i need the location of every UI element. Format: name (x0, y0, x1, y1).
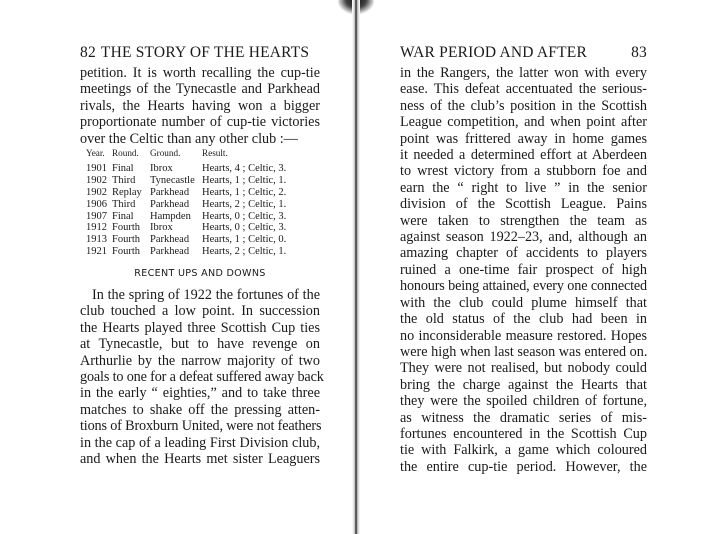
text-line: bring the charge against the Hearts that (400, 376, 647, 393)
right-page (400, 0, 647, 534)
text-line: amazing chapter of accidents to players (400, 245, 647, 262)
text-line: it needed a determined effort at Aberdeen (400, 147, 647, 164)
cell-year: 1902 (86, 174, 107, 186)
left-intro-paragraph (80, 65, 320, 147)
left-body-paragraph (80, 287, 324, 468)
text-line: division of the Scottish League. Pains (400, 196, 647, 213)
text-line: Arthurlie by the narrow majority of two (80, 352, 320, 369)
text-line: against season 1922–23, and, although an (400, 229, 647, 246)
cell-result: Hearts, 1 ; Celtic, 0. (202, 234, 287, 246)
text-line: the Hearts played three Scottish Cup ties (80, 319, 320, 336)
text-line: and when the Hearts met sister Leaguers (80, 451, 320, 468)
cell-year: 1907 (86, 210, 107, 222)
cell-result: Hearts, 0 ; Celtic, 3. (202, 210, 287, 222)
left-page (80, 0, 324, 534)
cell-round: Replay (112, 186, 142, 198)
text-line: ease. This defeat accentuated the serious- (400, 81, 647, 98)
text-line: tie with Falkirk, a game which coloured (400, 442, 647, 459)
text-line: earn the “ right to live ” in the senior (400, 179, 647, 196)
cell-result: Hearts, 1 ; Celtic, 2. (202, 186, 287, 198)
column-header-result: Result. (202, 148, 228, 158)
text-line: matches to shake off the pressing atten- (80, 401, 320, 418)
cell-year: 1906 (86, 198, 107, 210)
section-subheading: RECENT UPS AND DOWNS (134, 268, 266, 279)
text-line: tions of Broxburn United, were not feathers (80, 418, 322, 435)
text-line: club touched a low point. In succession (80, 303, 320, 320)
right-body-paragraph (400, 65, 647, 475)
table-row (86, 234, 320, 246)
cell-round: Fourth (112, 234, 141, 246)
cell-round: Third (112, 174, 136, 186)
cell-ground: Parkhead (150, 246, 190, 258)
cell-year: 1901 (86, 162, 107, 174)
right-page-number: 83 (631, 44, 647, 61)
column-header-year: Year. (86, 148, 105, 158)
cell-result: Hearts, 4 ; Celtic, 3. (202, 162, 287, 174)
book-gutter (352, 0, 360, 534)
cell-year: 1912 (86, 222, 107, 234)
text-line: goals to one for a defeat suffered away back (80, 369, 324, 386)
table-row (86, 211, 320, 223)
cell-ground: Parkhead (150, 234, 190, 246)
text-line: fortunes encountered in the Scottish Cup (400, 425, 647, 442)
table-row (86, 246, 320, 258)
cell-result: Hearts, 0 ; Celtic, 3. (202, 222, 287, 234)
text-line: meetings of the Tynecastle and Parkhead (80, 81, 320, 98)
cell-round: Third (112, 198, 136, 210)
text-line: They were not realised, but nobody could (400, 360, 647, 377)
cup-tie-results-table (86, 148, 320, 258)
table-row (86, 175, 320, 187)
text-line: honours being attained, every one connected (400, 278, 647, 295)
table-header-row (86, 148, 320, 163)
text-line: as witness the dramatic series of mis- (400, 409, 647, 426)
left-page-number: 82 (80, 44, 96, 61)
text-line: over the Celtic than any other club :— (80, 130, 298, 147)
cell-ground: Ibrox (150, 162, 173, 174)
column-header-ground: Ground. (150, 148, 181, 158)
text-line: to wrest victory from a stubborn foe and (400, 163, 647, 180)
table-row (86, 187, 320, 199)
right-running-head (400, 44, 647, 62)
text-line: ruined a one-time fair prospect of high (400, 261, 647, 278)
table-row (86, 163, 320, 175)
cell-year: 1921 (86, 246, 107, 258)
text-line: petition. It is worth recalling the cup-tie (80, 65, 320, 81)
table-row (86, 199, 320, 211)
cell-round: Final (112, 210, 134, 222)
cell-round: Final (112, 162, 134, 174)
text-line: were taken to strengthen the team as (400, 212, 647, 229)
text-line: in the Rangers, the latter won with every (400, 65, 647, 81)
cell-ground: Parkhead (150, 186, 190, 198)
cell-ground: Parkhead (150, 198, 190, 210)
cell-result: Hearts, 2 ; Celtic, 1. (202, 198, 287, 210)
text-line: no inconsiderable measure restored. Hopes (400, 327, 647, 344)
cell-ground: Tynecastle (150, 174, 195, 186)
text-line: League competition, and when point after (400, 114, 647, 131)
cell-result: Hearts, 1 ; Celtic, 1. (202, 174, 287, 186)
left-running-head (80, 44, 320, 62)
cell-year: 1913 (86, 234, 107, 246)
column-header-round: Round. (112, 148, 139, 158)
text-line: point was frittered away in home games (400, 130, 647, 147)
right-running-title: WAR PERIOD AND AFTER (400, 44, 588, 61)
text-line: the entire cup-tie period. However, the (400, 458, 647, 475)
text-line: In the spring of 1922 the fortunes of the (92, 287, 320, 303)
text-line: in the cap of a leading First Division club, (80, 434, 320, 451)
text-line: ness of the club’s position in the Scottish (400, 97, 647, 114)
text-line: at Tynecastle, but to have revenge on (80, 336, 320, 353)
left-running-title: THE STORY OF THE HEARTS (100, 44, 310, 61)
text-line: with the club could plume himself that (400, 294, 647, 311)
cell-year: 1902 (86, 186, 107, 198)
cell-round: Fourth (112, 222, 141, 234)
cell-ground: Ibrox (150, 222, 173, 234)
cell-ground: Hampden (150, 210, 191, 222)
table-row (86, 222, 320, 234)
text-line: they were the spoiled children of fortune, (400, 393, 647, 410)
text-line: rivals, the Hearts having won a bigger (80, 97, 320, 114)
cell-round: Fourth (112, 246, 141, 258)
text-line: the old status of the club had been in (400, 311, 647, 328)
cell-result: Hearts, 2 ; Celtic, 1. (202, 246, 287, 258)
text-line: in the early “ eighties,” and to take three (80, 385, 320, 402)
text-line: were high when last season was entered on. (400, 343, 648, 360)
text-line: proportionate number of cup-tie victories (80, 114, 320, 131)
